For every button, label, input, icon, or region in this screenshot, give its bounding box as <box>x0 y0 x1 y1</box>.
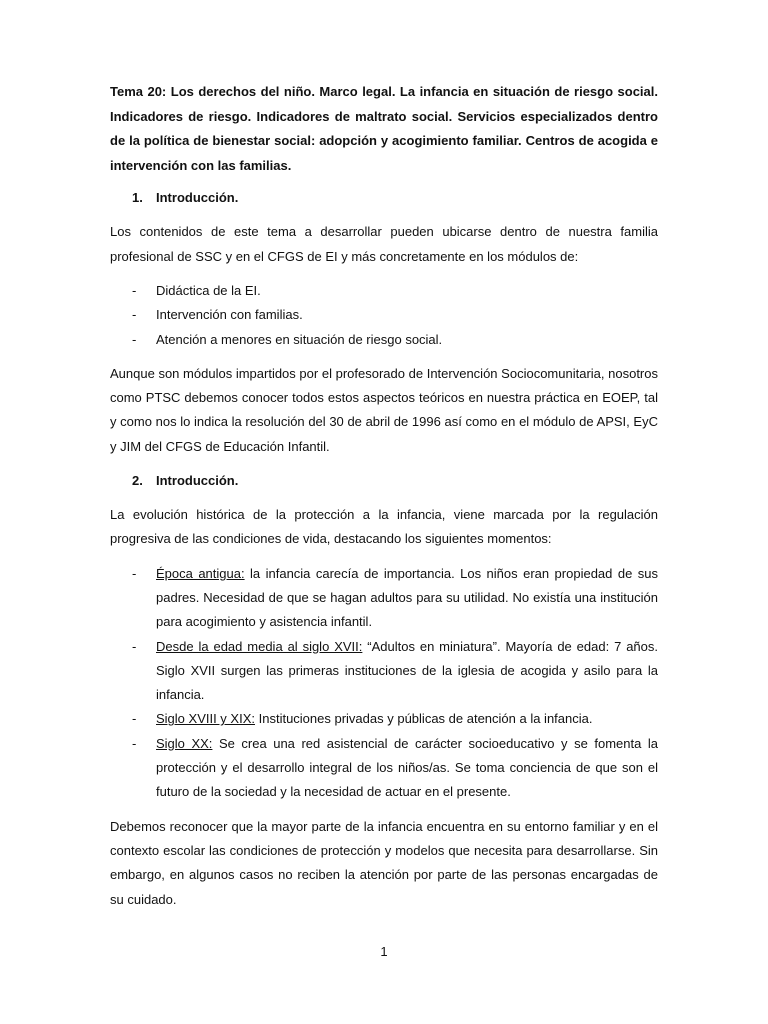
list-item <box>110 732 658 805</box>
list-item <box>110 562 658 635</box>
list-item-term: Época antigua: <box>156 565 245 581</box>
section-title: Introducción. <box>156 190 239 206</box>
list-item <box>110 328 658 352</box>
dash-bullet: - <box>132 735 137 751</box>
modules-list <box>110 279 658 352</box>
list-item-text: Intervención con familias. <box>156 307 303 323</box>
list-item-text: “Adultos en miniatura”. Mayoría de edad: 7 años. Siglo XVII surgen las primeras instituciones de la iglesia de acogida y asilo para la infancia. <box>156 638 658 703</box>
section-heading-2 <box>110 469 658 493</box>
paragraph-intro: Los contenidos de este tema a desarrollar pueden ubicarse dentro de nuestra familia profesional de SSC y en el CFGS de EI y más concretamente en los módulos de: <box>110 224 658 264</box>
paragraph-ptsc: Aunque son módulos impartidos por el profesorado de Intervención Sociocomunitaria, nosotros como PTSC debemos conocer todos estos aspectos teóricos en nuestra práctica en EOEP, tal y como nos lo indica la resolución del 30 de abril de 1996 así como en el módulo de APSI, EyC y JIM del CFGS de Educación Infantil. <box>110 365 658 454</box>
dash-bullet: - <box>132 307 137 323</box>
list-item-term: Siglo XVIII y XIX: <box>156 711 255 727</box>
section-heading-1 <box>110 186 658 210</box>
list-item <box>110 635 658 708</box>
paragraph-conclusion: Debemos reconocer que la mayor parte de la infancia encuentra en su entorno familiar y en el contexto escolar las condiciones de protección y modelos que necesita para desarrollarse. Sin embargo, en algunos casos no reciben la atención por parte de las personas encargadas de su cuidado. <box>110 818 658 907</box>
list-item <box>110 279 658 303</box>
list-item-text: Atención a menores en situación de riesgo social. <box>156 331 443 347</box>
dash-bullet: - <box>132 282 137 298</box>
dash-bullet: - <box>132 331 137 347</box>
dash-bullet: - <box>132 565 137 581</box>
list-item-text: Instituciones privadas y públicas de atención a la infancia. <box>255 711 593 727</box>
list-item-term: Siglo XX: <box>156 735 213 751</box>
list-item-term: Desde la edad media al siglo XVII: <box>156 638 363 654</box>
section-title: Introducción. <box>156 473 239 489</box>
history-list <box>110 562 658 805</box>
page-number: 1 <box>380 944 388 959</box>
list-item-text: Didáctica de la EI. <box>156 282 261 298</box>
dash-bullet: - <box>132 638 137 654</box>
list-item-text: Se crea una red asistencial de carácter socioeducativo y se fomenta la protección y el desarrollo integral de los niños/as. Se toma conciencia de que son el futuro de la sociedad y la necesidad de actuar en el presente. <box>156 735 658 800</box>
list-item-text: la infancia carecía de importancia. Los niños eran propiedad de sus padres. Necesidad de que se hagan adultos para su utilidad. No existía una institución para acogimiento y asistencia infantil. <box>156 565 658 630</box>
paragraph-history: La evolución histórica de la protección a la infancia, viene marcada por la regulación progresiva de las condiciones de vida, destacando los siguientes momentos: <box>110 507 658 547</box>
section-number: 2. <box>132 473 143 489</box>
document-title: Tema 20: Los derechos del niño. Marco legal. La infancia en situación de riesgo social. Indicadores de riesgo. Indicadores de maltrato social. Servicios especializados dentro de la política de bienestar social: adopción y acogimiento familiar. Centros de acogida e intervención con las familias. <box>110 84 658 173</box>
section-number: 1. <box>132 190 143 206</box>
list-item <box>110 707 658 731</box>
dash-bullet: - <box>132 711 137 727</box>
list-item <box>110 303 658 327</box>
